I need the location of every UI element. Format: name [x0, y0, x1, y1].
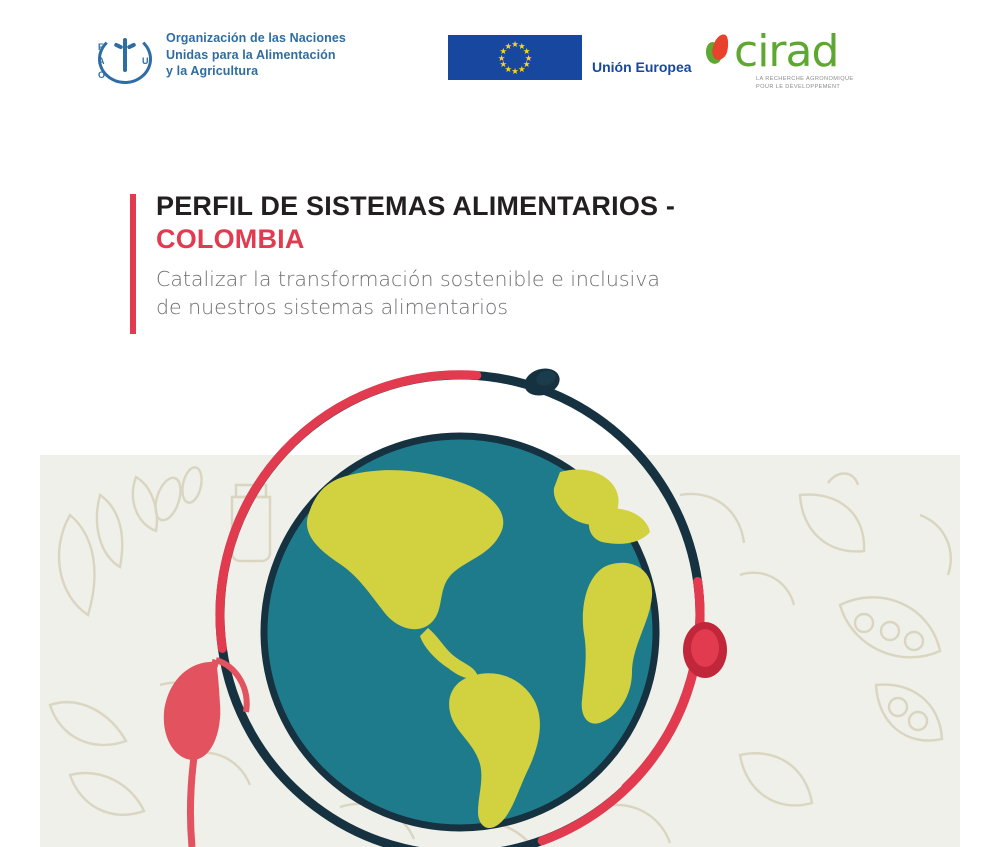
page-title [156, 190, 830, 256]
fao-emblem-icon [96, 30, 154, 88]
cover-illustration [40, 455, 960, 847]
eu-star-icon: ★ [511, 38, 519, 49]
eu-star-icon: ★ [504, 63, 513, 74]
eu-star-icon: ★ [497, 52, 506, 63]
title-accent-rule [130, 194, 136, 334]
cirad-tagline [756, 75, 854, 91]
eu-star-icon: ★ [517, 40, 526, 51]
eu-star-icon: ★ [517, 63, 526, 74]
fao-letter-u: U [142, 56, 149, 66]
page-subtitle [156, 265, 830, 321]
illustration-background [40, 455, 960, 847]
cover-title-block [130, 190, 830, 321]
eu-star-icon: ★ [522, 59, 531, 69]
fao-letter-f: F [98, 42, 104, 52]
cirad-leaf-icon [706, 34, 728, 64]
eu-star-icon: ★ [504, 40, 513, 51]
logo-band [0, 0, 1000, 130]
eu-flag-icon [448, 35, 582, 80]
fao-logo [96, 30, 346, 88]
fao-logo-text [166, 30, 346, 80]
eu-star-icon: ★ [511, 65, 519, 76]
fao-letter-a: A [98, 56, 105, 66]
cirad-tagline-line-2: POUR LE DÉVELOPPEMENT [756, 84, 841, 90]
page-title-country: COLOMBIA [156, 224, 305, 254]
fao-text-line-3: y la Agricultura [166, 64, 259, 78]
orbit-node-top [521, 364, 563, 400]
eu-logo-label: Unión Europea [592, 58, 692, 75]
eu-star-icon: ★ [499, 45, 508, 56]
eu-star-icon: ★ [524, 52, 533, 63]
eu-star-icon: ★ [499, 59, 508, 69]
european-union-logo [448, 35, 692, 80]
page-title-line-1: PERFIL DE SISTEMAS ALIMENTARIOS - [156, 191, 676, 221]
fao-letter-o: O [98, 70, 106, 80]
cirad-logo [700, 28, 900, 98]
fao-text-line-1: Organización de las Naciones [166, 31, 346, 45]
eu-star-icon: ★ [522, 45, 531, 56]
page-subtitle-line-1: Catalizar la transformación sostenible e inclusiva [156, 267, 660, 291]
cirad-wordmark: cirad [734, 26, 839, 77]
cirad-tagline-line-1: LA RECHERCHE AGRONOMIQUE [756, 76, 854, 82]
page-subtitle-line-2: de nuestros sistemas alimentarios [156, 295, 509, 319]
fao-text-line-2: Unidas para la Alimentación [166, 47, 336, 62]
